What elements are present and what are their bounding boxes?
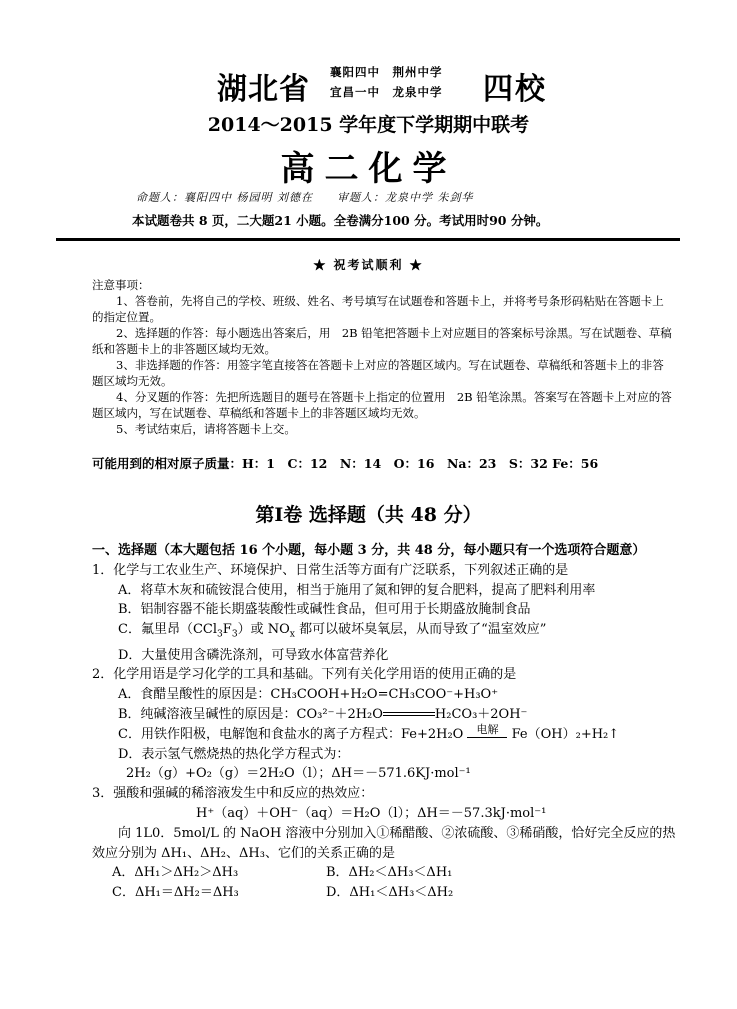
authors-line: 命题人：襄阳四中 杨园明 刘德在 审题人：龙泉中学 朱剑华: [136, 191, 474, 204]
q1-c-pre: C．氟里昂（CCl: [118, 622, 217, 638]
q1-option-b: B．铝制容器不能长期盛装酸性或碱性食品，但可用于长期盛放腌制食品: [118, 602, 531, 618]
exam-description: 本试题卷共 8 页，二大题21 小题。全卷满分100 分。考试用时90 分钟。: [132, 213, 549, 228]
section-heading: 一、选择题（本大题包括 16 个小题，每小题 3 分，共 48 分，每小题只有一个选项符合题意）: [92, 543, 646, 558]
notice-item: 4、分叉题的作答：先把所选题目的题号在答题卡上指定的位置用 2B 铅笔涂黑。答案写在答题卡上对应的答题区域内，写在试题卷、草稿纸和答题卡上的非答题区域均无效。: [92, 390, 672, 420]
questions-body: [92, 541, 677, 903]
notice-block: [92, 277, 672, 437]
q1-c-subx: x: [289, 629, 295, 640]
electrolysis-arrow: [467, 722, 507, 738]
schools-row-2: 宜昌一中 龙泉中学: [330, 85, 443, 99]
q1-c-mid: F: [222, 622, 232, 638]
part1-title: 第Ⅰ卷 选择题（共 48 分）: [255, 504, 482, 526]
q2-option-a: A．食醋呈酸性的原因是：CH₃COOH+H₂O=CH₃COO⁻+H₃O⁺: [118, 687, 499, 703]
q2-option-b: [92, 705, 677, 725]
q1-c-post: 都可以破坏臭氧层，从而导致了“温室效应”: [294, 622, 547, 638]
q1-c-sub2: 3: [231, 629, 238, 640]
notice-item: 3、非选择题的作答：用签字笔直接答在答题卡上对应的答题区域内。写在试题卷、草稿纸和答题卡上的非答题区域均无效。: [92, 358, 664, 388]
q1-c-sub1: 3: [217, 629, 223, 640]
q3-option-b: B．ΔH₂＜ΔH₃＜ΔH₁: [326, 865, 453, 881]
q3-options-row2: [92, 883, 677, 903]
q2-option-d: D．表示氢气燃烧热的热化学方程式为：: [118, 746, 350, 762]
q1-option-a: A．将草木灰和硫铵混合使用，相当于施用了氮和钾的复合肥料，提高了肥料利用率: [118, 582, 596, 598]
notice-title: 注意事项：: [92, 278, 150, 292]
q3-options-row1: [92, 863, 677, 883]
q3-equation: H⁺（aq）＋OH⁻（aq）＝H₂O（l）；ΔH＝－57.3kJ·mol⁻¹: [196, 805, 547, 821]
reversible-sign: [383, 712, 435, 716]
four-schools-title: 四校: [483, 72, 547, 107]
header-divider: [56, 238, 680, 241]
q3-option-a: A．ΔH₁＞ΔH₂＞ΔH₃: [112, 865, 239, 881]
exam-title: 2014～2015 学年度下学期期中联考: [207, 114, 530, 136]
schools-row-1: 襄阳四中 荆州中学: [330, 65, 443, 79]
notice-item: 2、选择题的作答：每小题选出答案后，用 2B 铅笔把答题卡上对应题目的答案标号涂黑。写在试题卷、草稿纸和答题卡上的非答题区域均无效。: [92, 326, 672, 356]
good-luck-banner: ★ 祝考试顺利 ★: [313, 258, 424, 272]
q3-option-d: D．ΔH₁＜ΔH₃＜ΔH₂: [326, 885, 454, 901]
q3-stem: 3．强酸和强碱的稀溶液发生中和反应的热效应：: [92, 786, 374, 802]
q2-b-post: H₂CO₃＋2OH⁻: [434, 706, 528, 722]
q2-c-post: Fe（OH）₂+H₂↑: [511, 726, 620, 742]
province-title: 湖北省: [217, 72, 310, 107]
q2-d-equation: 2H₂（g）+O₂（g）＝2H₂O（l）；ΔH＝－571.6KJ·mol⁻¹: [126, 766, 471, 782]
q3-option-c: C．ΔH₁＝ΔH₂＝ΔH₃: [112, 885, 239, 901]
q1-option-c: [92, 620, 677, 645]
q2-b-pre: B．纯碱溶液呈碱性的原因是：CO₃²⁻＋2H₂O: [118, 706, 383, 722]
notice-item: 1、答卷前，先将自己的学校、班级、姓名、考号填写在试题卷和答题卡上，并将考号条形码粘贴在答题卡上的指定位置。: [92, 294, 664, 324]
notice-item: 5、考试结束后，请将答题卡上交。: [116, 422, 296, 436]
q2-c-pre: C．用铁作阳极，电解饱和食盐水的离子方程式：Fe+2H₂O: [118, 726, 464, 742]
q2-option-c: [92, 722, 677, 745]
subject-title: 高二化学: [280, 149, 457, 189]
electrolysis-label: 电解: [476, 722, 499, 736]
atomic-masses: 可能用到的相对原子质量：H：1 C：12 N：14 O：16 Na：23 S：32 Fe：56: [92, 456, 599, 471]
q1-c-mid2: ）或 NO: [237, 622, 290, 638]
q1-option-d: D．大量使用含磷洗涤剂，可导致水体富营养化: [118, 647, 389, 663]
q3-text: 向 1L0．5mol/L 的 NaOH 溶液中分别加入①稀醋酸、②浓硫酸、③稀硝酸，恰好完全反应的热效应分别为 ΔH₁、ΔH₂、ΔH₃、它们的关系正确的是: [92, 825, 676, 861]
q1-stem: 1．化学与工农业生产、环境保护、日常生活等方面有广泛联系，下列叙述正确的是: [92, 562, 569, 578]
q2-stem: 2．化学用语是学习化学的工具和基础。下列有关化学用语的使用正确的是: [92, 667, 517, 683]
